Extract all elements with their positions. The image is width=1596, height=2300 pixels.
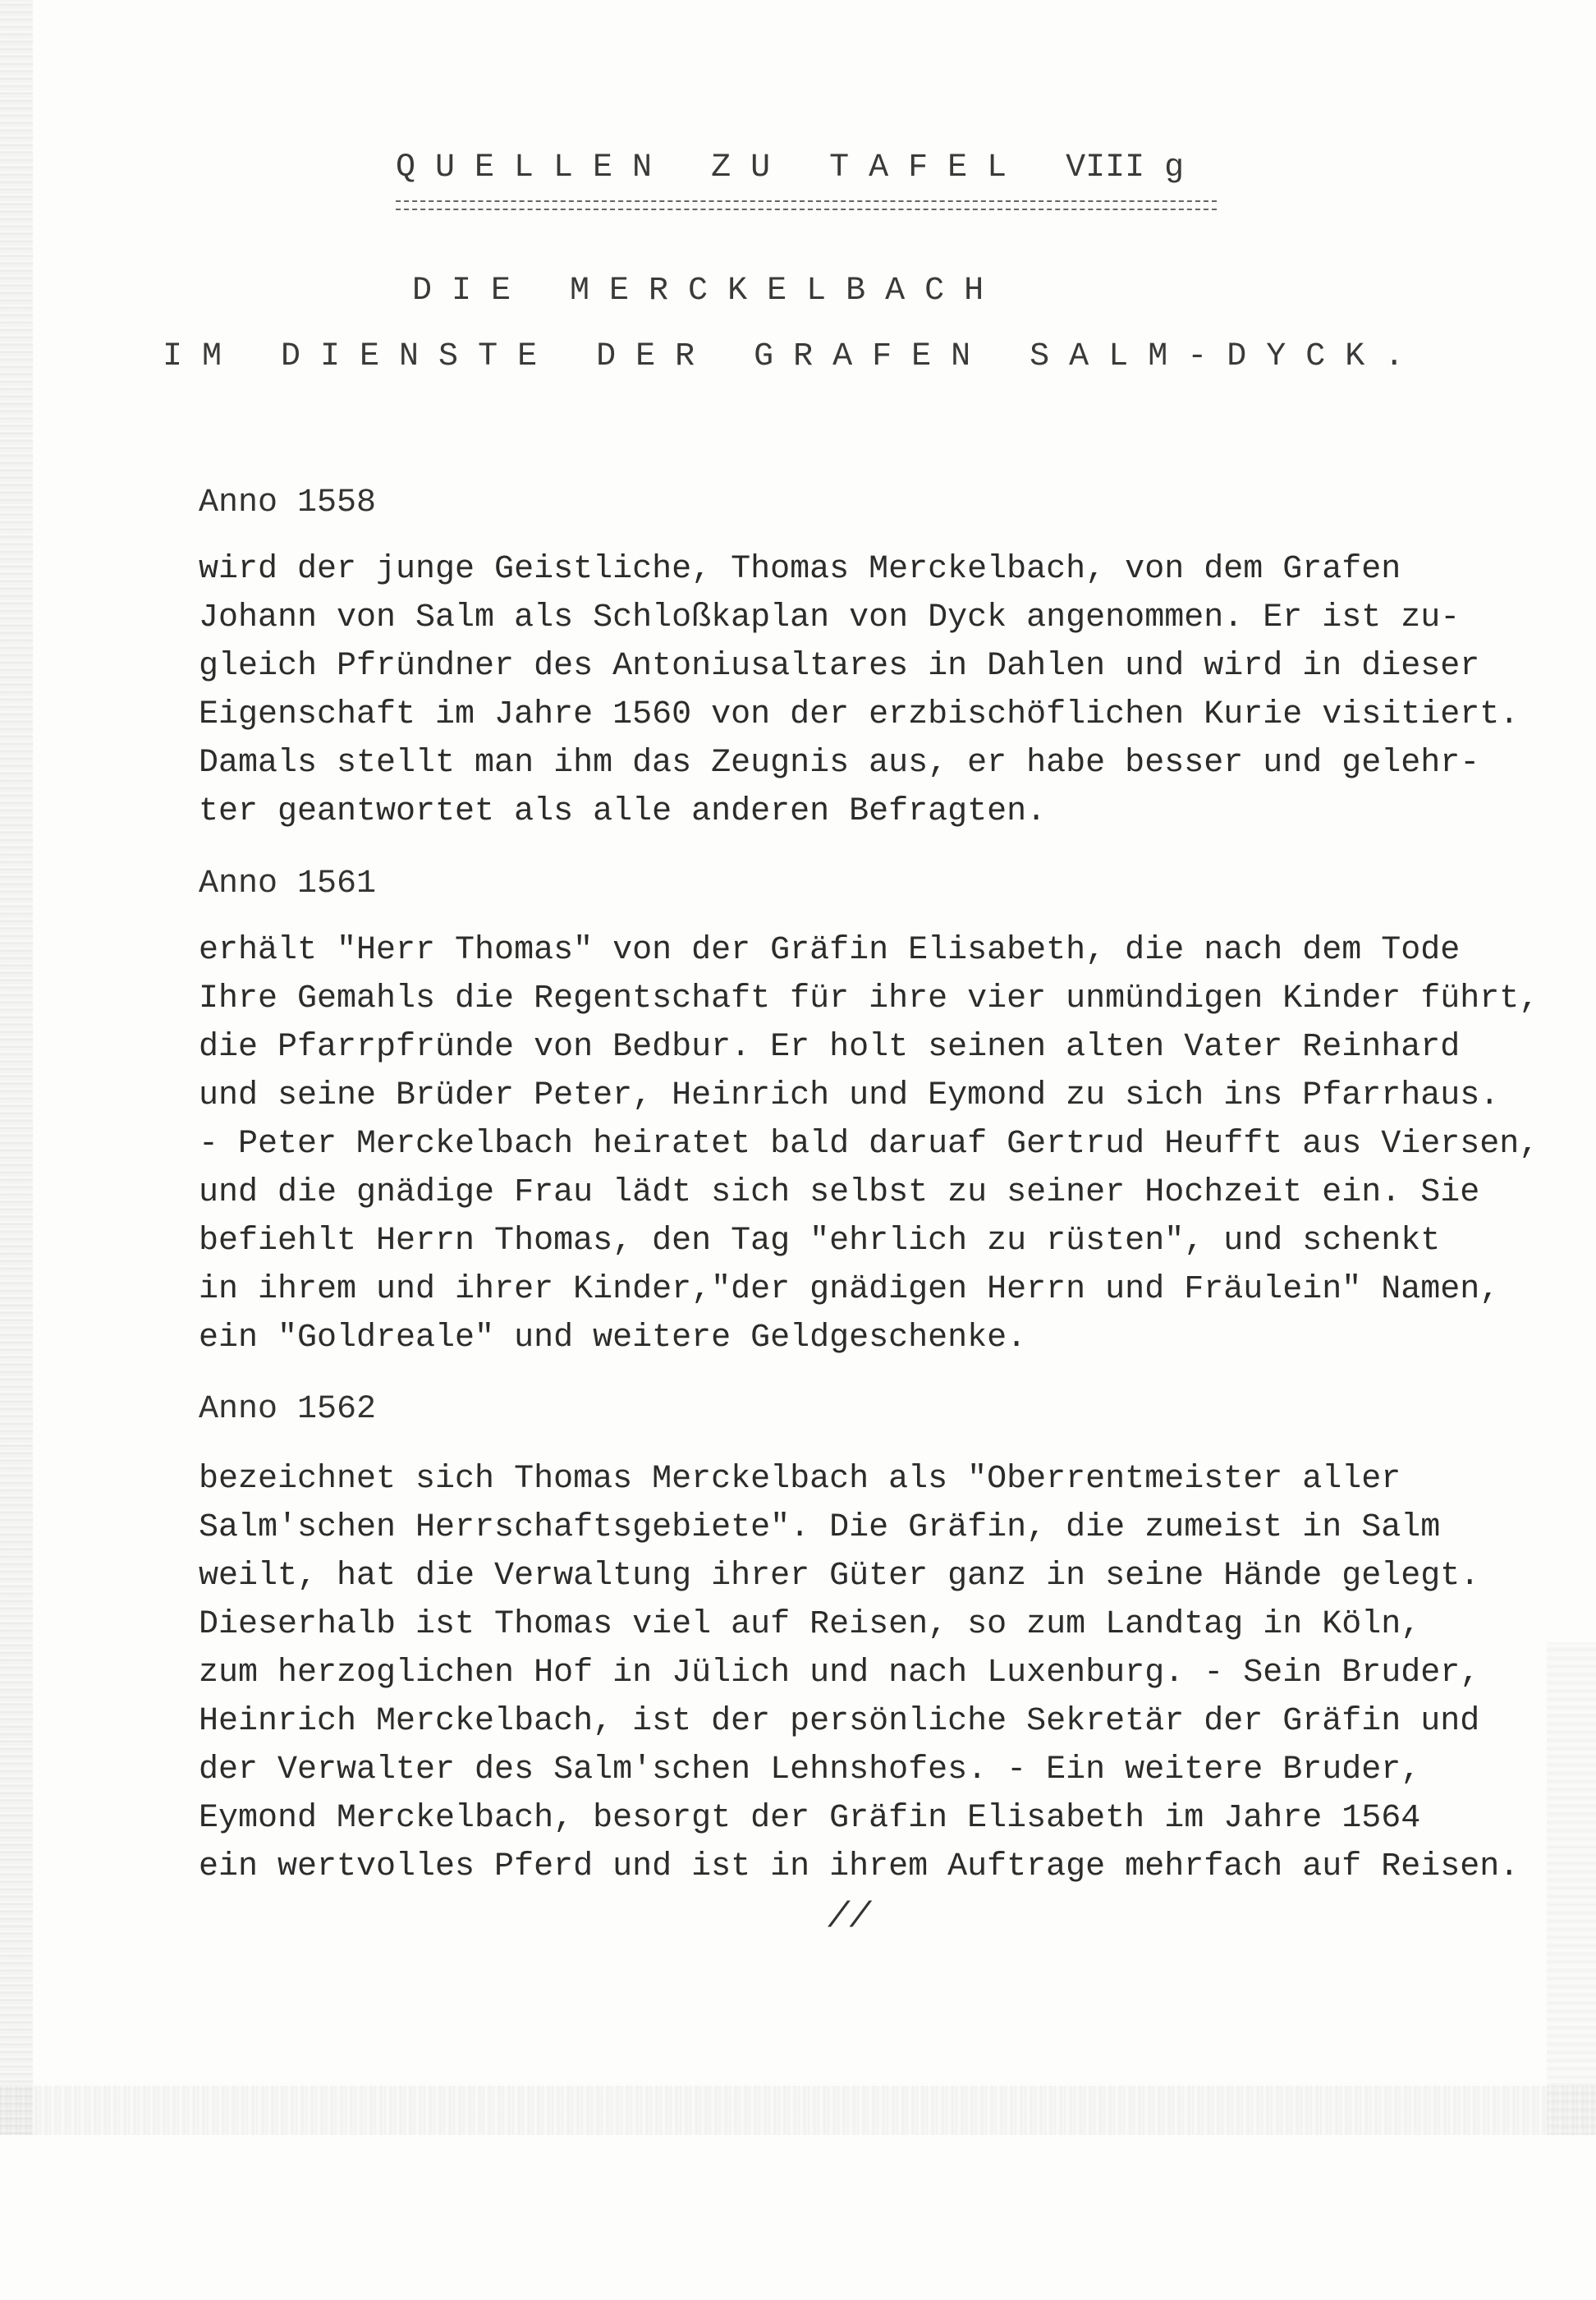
year-label: Anno 1561	[199, 865, 377, 902]
text-line: Damals stellt man ihm das Zeugnis aus, er habe besser und gelehr-	[199, 745, 1480, 782]
text-line: erhält "Herr Thomas" von der Gräfin Elisabeth, die nach dem Tode	[199, 932, 1461, 969]
year-label: Anno 1558	[199, 484, 377, 521]
text-line: ein "Goldreale" und weitere Geldgeschenke.	[199, 1320, 1027, 1357]
text-line: Dieserhalb ist Thomas viel auf Reisen, so zum Landtag in Köln,	[199, 1606, 1421, 1643]
text-line: der Verwalter des Salm'schen Lehnshofes. - Ein weitere Bruder,	[199, 1751, 1421, 1788]
text-line: die Pfarrpfründe von Bedbur. Er holt seinen alten Vater Reinhard	[199, 1029, 1461, 1066]
text-line: Eymond Merckelbach, besorgt der Gräfin Elisabeth im Jahre 1564	[199, 1800, 1421, 1837]
text-line: und seine Brüder Peter, Heinrich und Eymond zu sich ins Pfarrhaus.	[199, 1077, 1500, 1114]
text-line: in ihrem und ihrer Kinder,"der gnädigen Herrn und Fräulein" Namen,	[199, 1271, 1500, 1308]
text-line: Heinrich Merckelbach, ist der persönliche Sekretär der Gräfin und	[199, 1703, 1480, 1740]
year-label: Anno 1562	[199, 1391, 377, 1428]
text-line: befiehlt Herrn Thomas, den Tag "ehrlich zu rüsten", und schenkt	[199, 1223, 1441, 1260]
scan-edge-bottom	[0, 2086, 1596, 2135]
document-title: Q U E L L E N Z U T A F E L VIII g	[396, 149, 1185, 186]
text-line: weilt, hat die Verwaltung ihrer Güter ganz in seine Hände gelegt.	[199, 1558, 1480, 1595]
paragraph	[199, 1455, 1586, 1891]
scan-edge-left	[0, 0, 33, 2135]
text-line: und die gnädige Frau lädt sich selbst zu seiner Hochzeit ein. Sie	[199, 1174, 1480, 1211]
text-line: ein wertvolles Pferd und ist in ihrem Auftrage mehrfach auf Reisen.	[199, 1848, 1520, 1885]
page-continuation-mark: //	[828, 1897, 871, 1938]
document-subtitle: D I E M E R C K E L B A C H	[412, 273, 984, 310]
text-line: bezeichnet sich Thomas Merckelbach als "Oberrentmeister aller	[199, 1461, 1401, 1498]
text-line: - Peter Merckelbach heiratet bald daruaf Gertrud Heufft aus Viersen,	[199, 1126, 1539, 1163]
text-line: Salm'schen Herrschaftsgebiete". Die Gräfin, die zumeist in Salm	[199, 1509, 1441, 1546]
paragraph	[199, 926, 1586, 1362]
title-underline	[396, 200, 1217, 210]
document-subtitle-2: I M D I E N S T E D E R G R A F E N S A L M - D Y C K .	[163, 338, 1405, 375]
text-line: wird der junge Geistliche, Thomas Merckelbach, von dem Grafen	[199, 551, 1401, 588]
text-line: Johann von Salm als Schloßkaplan von Dyck angenommen. Er ist zu-	[199, 599, 1461, 636]
text-line: gleich Pfründner des Antoniusaltares in Dahlen und wird in dieser	[199, 648, 1480, 685]
text-line: Eigenschaft im Jahre 1560 von der erzbischöflichen Kurie visitiert.	[199, 696, 1520, 733]
paragraph	[199, 545, 1586, 836]
text-line: zum herzoglichen Hof in Jülich und nach Luxenburg. - Sein Bruder,	[199, 1655, 1480, 1692]
text-line: ter geantwortet als alle anderen Befragten.	[199, 793, 1047, 830]
text-line: Ihre Gemahls die Regentschaft für ihre vier unmündigen Kinder führt,	[199, 980, 1539, 1017]
